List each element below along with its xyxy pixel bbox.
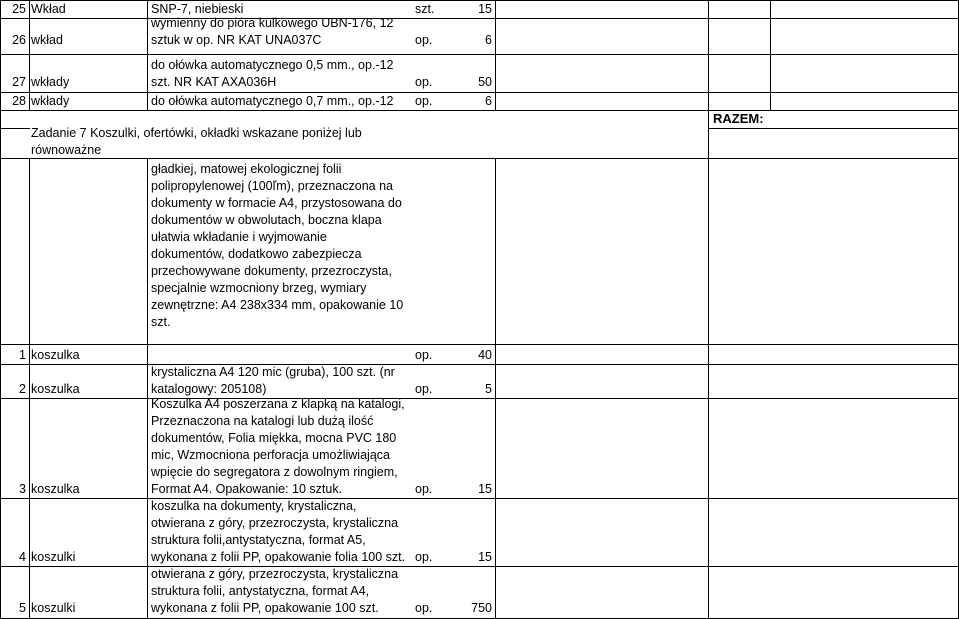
spec-line[interactable]: szt. <box>151 315 171 329</box>
lp-cell[interactable]: 5 <box>19 601 26 615</box>
spec-line[interactable]: przechowywane dokumenty, przezroczysta, <box>151 264 392 278</box>
grid-line <box>0 498 959 499</box>
item-name-cell[interactable]: Wkład <box>31 2 66 16</box>
item-desc-line[interactable]: katalogowy: 205108) <box>151 382 267 396</box>
item-name-cell[interactable]: koszulka <box>31 382 80 396</box>
grid-line <box>0 398 959 399</box>
grid-line <box>495 158 496 619</box>
razem-label[interactable]: RAZEM: <box>713 111 764 126</box>
lp-cell[interactable]: 1 <box>19 348 26 362</box>
item-desc-line[interactable]: Format A4. Opakowanie: 10 sztuk. <box>151 482 343 496</box>
item-name-cell[interactable]: koszulki <box>31 550 76 564</box>
grid-line <box>0 18 959 19</box>
lp-cell[interactable]: 2 <box>19 382 26 396</box>
task-title-line[interactable]: równoważne <box>31 143 102 157</box>
item-desc-line[interactable]: struktura folii, antystatyczna, format A4, <box>151 584 370 598</box>
item-desc-line[interactable]: dokumentów, Folia miękka, mocna PVC 180 <box>151 431 397 445</box>
grid-line <box>0 110 959 111</box>
item-desc-line[interactable]: koszulka na dokumenty, krystaliczna, <box>151 499 357 513</box>
grid-line <box>147 0 148 110</box>
item-desc-line[interactable]: do ołówka automatycznego 0,5 mm., op.-12 <box>151 58 394 72</box>
unit-cell[interactable]: szt. <box>415 2 435 16</box>
unit-cell[interactable]: op. <box>415 94 433 108</box>
item-desc-line[interactable]: otwierana z góry, przezroczysta, krystaliczna <box>151 567 399 581</box>
spec-line[interactable]: dokumentów w obwolutach, boczna klapa <box>151 213 382 227</box>
spec-line[interactable]: gładkiej, matowej ekologicznej folii <box>151 162 342 176</box>
spec-line[interactable]: ułatwia wkładanie i wyjmowanie <box>151 230 327 244</box>
grid-line <box>147 158 148 619</box>
item-name-cell[interactable]: wkłady <box>31 94 70 108</box>
lp-cell[interactable]: 28 <box>12 94 26 108</box>
item-desc-line[interactable]: Koszulka A4 poszerzana z klapką na katalogi, <box>151 397 405 411</box>
grid-line <box>0 54 959 55</box>
qty-cell[interactable]: 6 <box>485 94 492 108</box>
lp-cell[interactable]: 3 <box>19 482 26 496</box>
item-desc-line[interactable]: szt. NR KAT AXA036H <box>151 75 277 89</box>
qty-cell[interactable]: 5 <box>485 382 492 396</box>
item-desc-line[interactable]: mic, Wzmocniona perforacja umożliwiająca <box>151 448 390 462</box>
grid-line <box>495 0 496 110</box>
spec-line[interactable]: specjalnie wzmocniony brzeg, wymiary <box>151 281 367 295</box>
item-desc-line[interactable]: krystaliczna A4 120 mic (gruba), 100 szt. (nr <box>151 365 395 379</box>
qty-cell[interactable]: 40 <box>478 348 492 362</box>
item-name-cell[interactable]: wkłady <box>31 75 70 89</box>
item-desc-line[interactable]: struktura folii,antystatyczna, format A5, <box>151 533 366 547</box>
item-desc-line[interactable]: wykonana z folii PP, opakowanie 100 szt. <box>151 601 379 615</box>
item-name-cell[interactable]: koszulka <box>31 482 80 496</box>
unit-cell[interactable]: op. <box>415 382 433 396</box>
spec-line[interactable]: dokumentów, dodatkowo zabezpiecza <box>151 247 362 261</box>
qty-cell[interactable]: 750 <box>471 601 492 615</box>
spec-line[interactable]: polipropylenowej (100ľm), przeznaczona na <box>151 179 393 193</box>
item-desc-line[interactable]: sztuk w op. NR KAT UNA037C <box>151 33 322 47</box>
lp-cell[interactable]: 26 <box>12 33 26 47</box>
item-desc-line[interactable]: wymienny do pióra kulkowego UBN-176, 12 <box>151 16 394 30</box>
task-title-line[interactable]: Zadanie 7 Koszulki, ofertówki, okładki wskazane poniżej lub <box>31 126 362 140</box>
grid-line <box>0 158 959 159</box>
item-desc-line[interactable]: Przeznaczona na katalogi lub dużą ilość <box>151 414 374 428</box>
qty-cell[interactable]: 15 <box>478 2 492 16</box>
unit-cell[interactable]: op. <box>415 348 433 362</box>
grid-line <box>0 128 30 129</box>
item-name-cell[interactable]: koszulka <box>31 348 80 362</box>
qty-cell[interactable]: 15 <box>478 550 492 564</box>
grid-line <box>770 0 771 110</box>
unit-cell[interactable]: op. <box>415 482 433 496</box>
item-desc-line[interactable]: otwierana z góry, przezroczysta, krystaliczna <box>151 516 399 530</box>
qty-cell[interactable]: 50 <box>478 75 492 89</box>
unit-cell[interactable]: op. <box>415 601 433 615</box>
grid-line <box>0 344 959 345</box>
lp-cell[interactable]: 4 <box>19 550 26 564</box>
qty-cell[interactable]: 15 <box>478 482 492 496</box>
unit-cell[interactable]: op. <box>415 75 433 89</box>
grid-line <box>0 364 959 365</box>
item-desc-cell[interactable]: do ołówka automatycznego 0,7 mm., op.-12 <box>151 94 394 108</box>
unit-cell[interactable]: op. <box>415 550 433 564</box>
grid-line <box>29 0 30 110</box>
item-name-cell[interactable]: koszulki <box>31 601 76 615</box>
grid-line <box>708 128 959 129</box>
lp-cell[interactable]: 25 <box>12 2 26 16</box>
item-name-cell[interactable]: wkład <box>31 33 63 47</box>
unit-cell[interactable]: op. <box>415 33 433 47</box>
grid-line <box>29 158 30 619</box>
grid-line <box>0 128 1 158</box>
spec-line[interactable]: dokumenty w formacie A4, przystosowana do <box>151 196 402 210</box>
item-desc-line[interactable]: wpięcie do segregatora z dowolnym ringiem, <box>151 465 398 479</box>
item-desc-cell[interactable]: SNP-7, niebieski <box>151 2 244 16</box>
lp-cell[interactable]: 27 <box>12 75 26 89</box>
item-desc-line[interactable]: wykonana z folii PP, opakowanie folia 100 szt. <box>151 550 406 564</box>
qty-cell[interactable]: 6 <box>485 33 492 47</box>
spec-line[interactable]: zewnętrzne: A4 238x334 mm, opakowanie 10 <box>151 298 404 312</box>
grid-line <box>0 566 959 567</box>
